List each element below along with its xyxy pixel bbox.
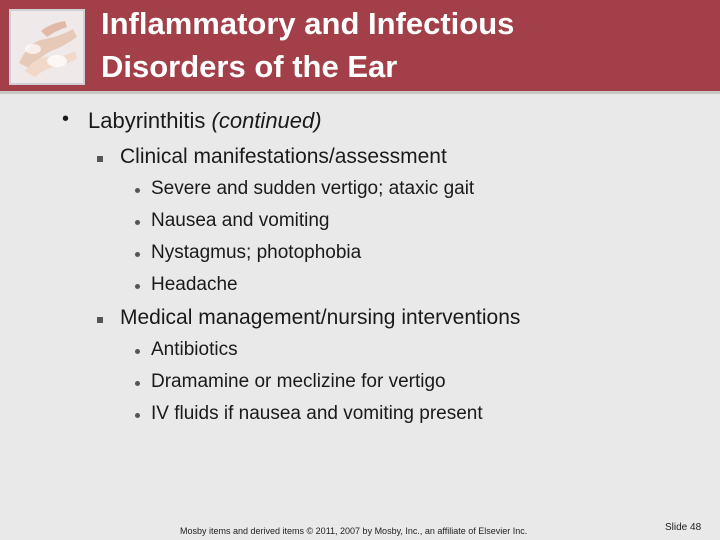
list-item: Antibiotics	[151, 339, 238, 360]
title-line-1: Inflammatory and Infectious	[101, 6, 515, 41]
hands-photo-logo	[9, 9, 85, 85]
title-line-2: Disorders of the Ear	[101, 49, 398, 84]
section-heading-management: Medical management/nursing interventions	[120, 306, 521, 329]
topic-note: (continued)	[211, 108, 322, 133]
slide-number: Slide 48	[665, 522, 702, 533]
square-bullet	[97, 317, 103, 323]
bullet-dot	[135, 413, 140, 418]
section-heading-clinical: Clinical manifestations/assessment	[120, 145, 447, 168]
bullet-dot	[135, 220, 140, 225]
list-item: Nausea and vomiting	[151, 210, 330, 231]
copyright-footer: Mosby items and derived items © 2011, 2007 by Mosby, Inc., an affiliate of Elsevier Inc.	[180, 526, 528, 536]
list-item: Severe and sudden vertigo; ataxic gait	[151, 178, 475, 199]
bullet-dot	[135, 381, 140, 386]
slide-title	[101, 2, 701, 88]
list-item: Dramamine or meclizine for vertigo	[151, 371, 446, 392]
bullet-dot: •	[62, 108, 70, 130]
list-item: Headache	[151, 274, 238, 295]
topic-label: Labyrinthitis	[88, 108, 206, 133]
list-item: IV fluids if nausea and vomiting present	[151, 403, 483, 424]
bullet-dot	[135, 252, 140, 257]
bullet-dot	[135, 349, 140, 354]
topic-text	[88, 108, 322, 134]
bullet-dot	[135, 284, 140, 289]
list-item: Nystagmus; photophobia	[151, 242, 362, 263]
bullet-dot	[135, 188, 140, 193]
banner-divider	[0, 91, 720, 94]
square-bullet	[97, 156, 103, 162]
